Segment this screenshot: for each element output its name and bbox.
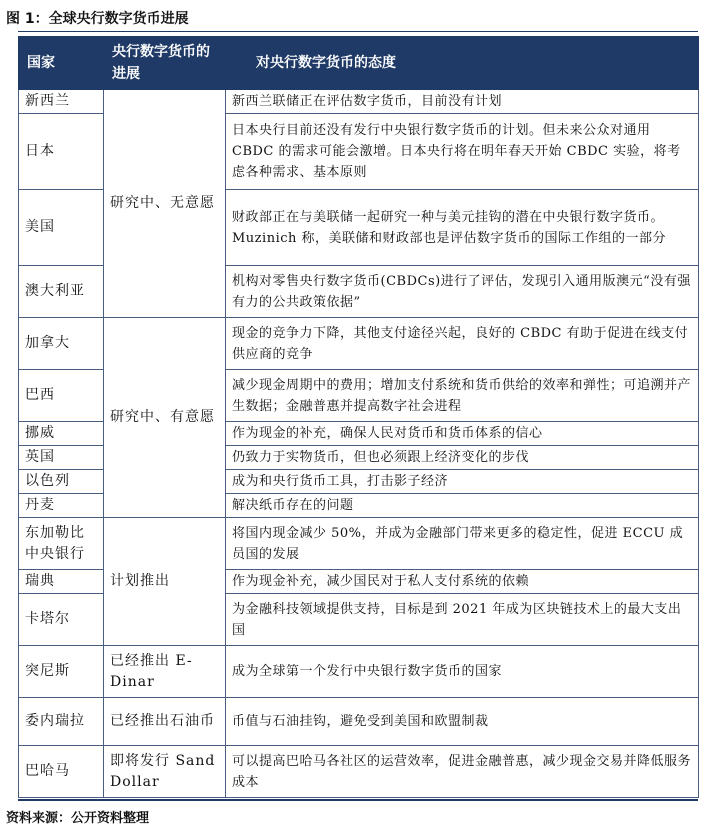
attitude-cell: 减少现金周期中的费用；增加支付系统和货币供给的效率和弹性；可追溯并产生数据；金融普惠并提高数字社会进程 — [226, 370, 699, 422]
attitude-cell: 新西兰联储正在评估数字货币，目前没有计划 — [226, 90, 699, 114]
attitude-cell: 解决纸币存在的问题 — [226, 494, 699, 518]
country-cell: 日本 — [19, 114, 104, 190]
attitude-cell: 财政部正在与美联储一起研究一种与美元挂钩的潜在中央银行数字货币。Muzinich 称，美联储和财政部也是评估数字货币的国际工作组的一部分 — [226, 190, 699, 266]
table-row — [19, 646, 699, 698]
attitude-cell: 日本央行目前还没有发行中央银行数字货币的计划。但未来公众对通用 CBDC 的需求可能会激增。日本央行将在明年春天开始 CBDC 实验，将考虑各种需求、基本原则 — [226, 114, 699, 190]
country-cell: 加拿大 — [19, 318, 104, 370]
header-country: 国家 — [19, 37, 104, 90]
country-cell: 巴西 — [19, 370, 104, 422]
country-cell: 英国 — [19, 446, 104, 470]
country-cell: 澳大利亚 — [19, 266, 104, 318]
country-cell: 巴哈马 — [19, 746, 104, 798]
table-row — [19, 518, 699, 570]
attitude-cell: 仍致力于实物货币，但也必须跟上经济变化的步伐 — [226, 446, 699, 470]
top-rule — [18, 31, 698, 32]
header-progress: 央行数字货币的进展 — [104, 37, 226, 90]
progress-cell: 已经推出石油币 — [104, 698, 226, 746]
source-note: 资料来源：公开资料整理 — [6, 811, 150, 826]
table-row — [19, 746, 699, 798]
progress-cell: 计划推出 — [104, 518, 226, 646]
progress-cell: 即将发行 Sand Dollar — [104, 746, 226, 798]
table-row — [19, 318, 699, 370]
country-cell: 委内瑞拉 — [19, 698, 104, 746]
attitude-cell: 作为现金补充，减少国民对于私人支付系统的依赖 — [226, 570, 699, 594]
header-attitude: 对央行数字货币的态度 — [226, 37, 699, 90]
country-cell: 突尼斯 — [19, 646, 104, 698]
progress-cell: 已经推出 E-Dinar — [104, 646, 226, 698]
attitude-cell: 成为全球第一个发行中央银行数字货币的国家 — [226, 646, 699, 698]
progress-cell: 研究中、有意愿 — [104, 318, 226, 518]
table-row — [19, 90, 699, 114]
country-cell: 卡塔尔 — [19, 594, 104, 646]
table-row — [19, 698, 699, 746]
country-cell: 新西兰 — [19, 90, 104, 114]
country-cell: 瑞典 — [19, 570, 104, 594]
figure-title: 图 1：全球央行数字货币进展 — [6, 11, 189, 27]
attitude-cell: 为金融科技领域提供支持，目标是到 2021 年成为区块链技术上的最大支出国 — [226, 594, 699, 646]
progress-cell: 研究中、无意愿 — [104, 90, 226, 318]
country-cell: 美国 — [19, 190, 104, 266]
attitude-cell: 现金的竞争力下降，其他支付途径兴起，良好的 CBDC 有助于促进在线支付供应商的竞争 — [226, 318, 699, 370]
country-cell: 丹麦 — [19, 494, 104, 518]
country-cell: 以色列 — [19, 470, 104, 494]
cbdc-table — [18, 36, 699, 798]
attitude-cell: 币值与石油挂钩，避免受到美国和欧盟制裁 — [226, 698, 699, 746]
country-cell: 东加勒比中央银行 — [19, 518, 104, 570]
bottom-rule — [18, 799, 698, 801]
header-row — [19, 37, 699, 90]
attitude-cell: 成为和央行货币工具，打击影子经济 — [226, 470, 699, 494]
attitude-cell: 机构对零售央行数字货币(CBDCs)进行了评估，发现引入通用版澳元“没有强有力的公共政策依据” — [226, 266, 699, 318]
attitude-cell: 作为现金的补充，确保人民对货币和货币体系的信心 — [226, 422, 699, 446]
country-cell: 挪威 — [19, 422, 104, 446]
attitude-cell: 可以提高巴哈马各社区的运营效率，促进金融普惠，减少现金交易并降低服务成本 — [226, 746, 699, 798]
attitude-cell: 将国内现金减少 50%，并成为金融部门带来更多的稳定性，促进 ECCU 成员国的发展 — [226, 518, 699, 570]
